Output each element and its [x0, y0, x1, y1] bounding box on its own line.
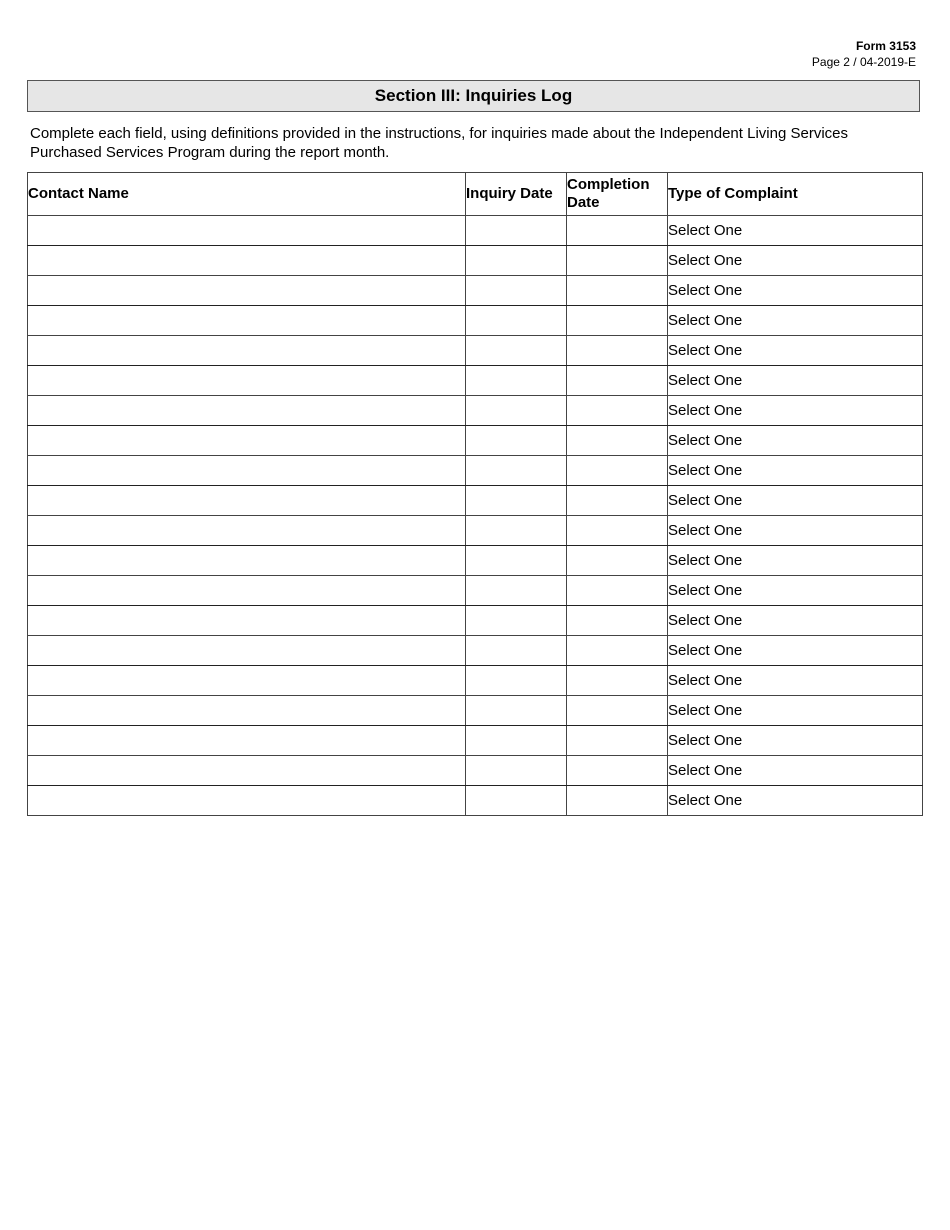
- contact-name-field[interactable]: [28, 756, 466, 786]
- table-row: [28, 786, 923, 816]
- complaint-type-select[interactable]: Select One: [668, 606, 923, 636]
- header-inquiry-date: Inquiry Date: [466, 173, 567, 216]
- contact-name-field[interactable]: [28, 276, 466, 306]
- table-row: [28, 516, 923, 546]
- header-completion-date: Completion Date: [567, 173, 668, 216]
- completion-date-field[interactable]: [567, 786, 668, 816]
- contact-name-field[interactable]: [28, 306, 466, 336]
- section-title: Section III: Inquiries Log: [27, 80, 920, 112]
- completion-date-field[interactable]: [567, 546, 668, 576]
- table-row: [28, 396, 923, 426]
- inquiries-log-table: [27, 172, 923, 816]
- inquiry-date-field[interactable]: [466, 336, 567, 366]
- contact-name-field[interactable]: [28, 456, 466, 486]
- completion-date-field[interactable]: [567, 366, 668, 396]
- table-row: [28, 246, 923, 276]
- completion-date-field[interactable]: [567, 336, 668, 366]
- table-row: [28, 216, 923, 246]
- completion-date-field[interactable]: [567, 276, 668, 306]
- completion-date-field[interactable]: [567, 516, 668, 546]
- inquiry-date-field[interactable]: [466, 486, 567, 516]
- completion-date-field[interactable]: [567, 726, 668, 756]
- table-header-row: [28, 173, 923, 216]
- complaint-type-select[interactable]: Select One: [668, 366, 923, 396]
- complaint-type-select[interactable]: Select One: [668, 246, 923, 276]
- contact-name-field[interactable]: [28, 366, 466, 396]
- completion-date-field[interactable]: [567, 486, 668, 516]
- inquiry-date-field[interactable]: [466, 666, 567, 696]
- contact-name-field[interactable]: [28, 726, 466, 756]
- inquiry-date-field[interactable]: [466, 366, 567, 396]
- table-row: [28, 366, 923, 396]
- table-row: [28, 696, 923, 726]
- complaint-type-select[interactable]: Select One: [668, 396, 923, 426]
- inquiry-date-field[interactable]: [466, 606, 567, 636]
- header-contact-name: Contact Name: [28, 173, 466, 216]
- completion-date-field[interactable]: [567, 396, 668, 426]
- inquiry-date-field[interactable]: [466, 426, 567, 456]
- completion-date-field[interactable]: [567, 636, 668, 666]
- complaint-type-select[interactable]: Select One: [668, 546, 923, 576]
- inquiry-date-field[interactable]: [466, 576, 567, 606]
- inquiry-date-field[interactable]: [466, 696, 567, 726]
- complaint-type-select[interactable]: Select One: [668, 336, 923, 366]
- complaint-type-select[interactable]: Select One: [668, 756, 923, 786]
- table-row: [28, 576, 923, 606]
- completion-date-field[interactable]: [567, 606, 668, 636]
- instructions-text: Complete each field, using definitions provided in the instructions, for inquiries made about the Independent Living Services Purchased Services Program during the report month.: [30, 125, 848, 161]
- contact-name-field[interactable]: [28, 666, 466, 696]
- contact-name-field[interactable]: [28, 636, 466, 666]
- table-row: [28, 546, 923, 576]
- contact-name-field[interactable]: [28, 336, 466, 366]
- contact-name-field[interactable]: [28, 216, 466, 246]
- table-row: [28, 726, 923, 756]
- inquiry-date-field[interactable]: [466, 546, 567, 576]
- table-row: [28, 606, 923, 636]
- complaint-type-select[interactable]: Select One: [668, 636, 923, 666]
- contact-name-field[interactable]: [28, 696, 466, 726]
- completion-date-field[interactable]: [567, 246, 668, 276]
- form-number: Form 3153: [855, 39, 916, 53]
- inquiry-date-field[interactable]: [466, 216, 567, 246]
- contact-name-field[interactable]: [28, 606, 466, 636]
- table-row: [28, 666, 923, 696]
- complaint-type-select[interactable]: Select One: [668, 276, 923, 306]
- complaint-type-select[interactable]: Select One: [668, 216, 923, 246]
- table-row: [28, 426, 923, 456]
- inquiry-date-field[interactable]: [466, 516, 567, 546]
- contact-name-field[interactable]: [28, 426, 466, 456]
- form-meta: [812, 38, 916, 70]
- complaint-type-select[interactable]: Select One: [668, 306, 923, 336]
- complaint-type-select[interactable]: Select One: [668, 456, 923, 486]
- completion-date-field[interactable]: [567, 666, 668, 696]
- contact-name-field[interactable]: [28, 576, 466, 606]
- inquiry-date-field[interactable]: [466, 726, 567, 756]
- complaint-type-select[interactable]: Select One: [668, 576, 923, 606]
- contact-name-field[interactable]: [28, 246, 466, 276]
- completion-date-field[interactable]: [567, 306, 668, 336]
- table-row: [28, 336, 923, 366]
- inquiry-date-field[interactable]: [466, 456, 567, 486]
- header-type-of-complaint: Type of Complaint: [668, 173, 923, 216]
- complaint-type-select[interactable]: Select One: [668, 786, 923, 816]
- inquiry-date-field[interactable]: [466, 276, 567, 306]
- complaint-type-select[interactable]: Select One: [668, 726, 923, 756]
- contact-name-field[interactable]: [28, 516, 466, 546]
- contact-name-field[interactable]: [28, 786, 466, 816]
- completion-date-field[interactable]: [567, 756, 668, 786]
- completion-date-field[interactable]: [567, 216, 668, 246]
- completion-date-field[interactable]: [567, 426, 668, 456]
- inquiry-date-field[interactable]: [466, 396, 567, 426]
- table-row: [28, 456, 923, 486]
- table-body: [28, 216, 923, 816]
- completion-date-field[interactable]: [567, 456, 668, 486]
- table-row: [28, 276, 923, 306]
- table-row: [28, 306, 923, 336]
- table-row: [28, 756, 923, 786]
- complaint-type-select[interactable]: Select One: [668, 666, 923, 696]
- contact-name-field[interactable]: [28, 546, 466, 576]
- completion-date-field[interactable]: [567, 576, 668, 606]
- complaint-type-select[interactable]: Select One: [668, 516, 923, 546]
- table-row: [28, 486, 923, 516]
- complaint-type-select[interactable]: Select One: [668, 696, 923, 726]
- completion-date-field[interactable]: [567, 696, 668, 726]
- inquiry-date-field[interactable]: [466, 636, 567, 666]
- inquiry-date-field[interactable]: [466, 756, 567, 786]
- complaint-type-select[interactable]: Select One: [668, 486, 923, 516]
- inquiry-date-field[interactable]: [466, 246, 567, 276]
- complaint-type-select[interactable]: Select One: [668, 426, 923, 456]
- inquiry-date-field[interactable]: [466, 306, 567, 336]
- contact-name-field[interactable]: [28, 396, 466, 426]
- contact-name-field[interactable]: [28, 486, 466, 516]
- form-page-info: Page 2 / 04-2019-E: [811, 55, 916, 69]
- table-row: [28, 636, 923, 666]
- inquiry-date-field[interactable]: [466, 786, 567, 816]
